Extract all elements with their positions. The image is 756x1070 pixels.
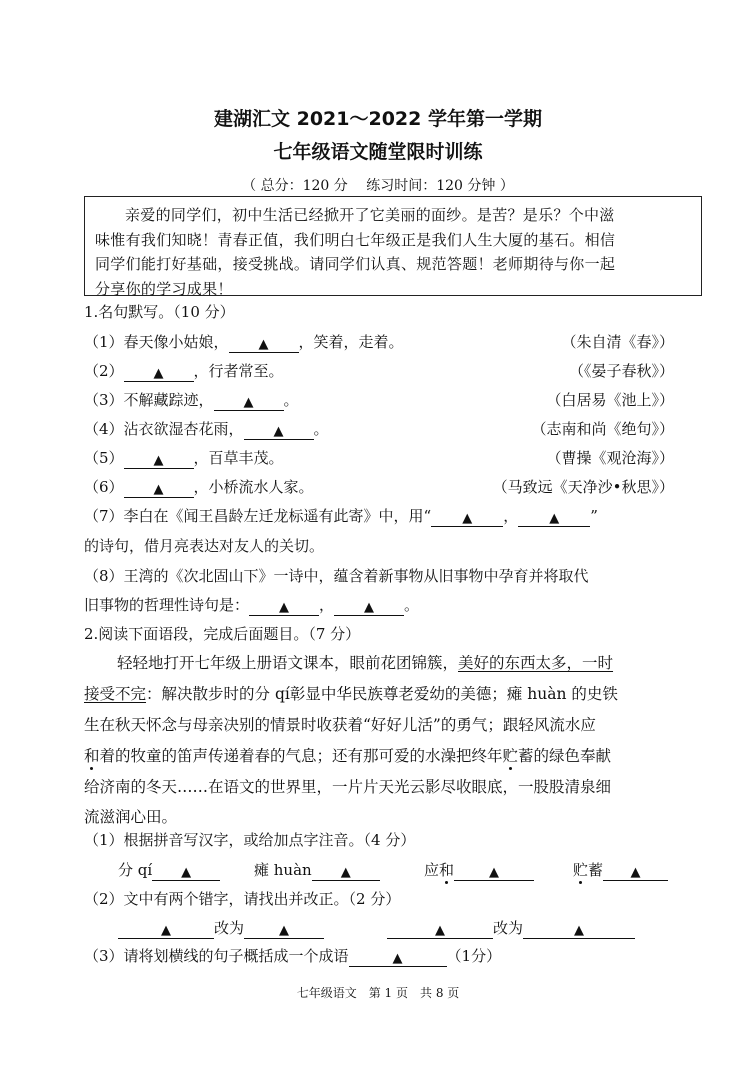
triangle-icon: ▲ — [181, 865, 192, 880]
question-1-item — [84, 476, 314, 498]
item-text: ，行者常至。 — [193, 362, 284, 380]
triangle-icon: ▲ — [630, 865, 641, 880]
question-1-item — [84, 447, 284, 469]
subquestion-2: （2）文中有两个错字，请找出并改正。（2 分） — [84, 890, 401, 908]
intro-line: 味惟有我们知晓！青春正值，我们明白七年级正是我们人生大厦的基石。相信 — [95, 230, 616, 249]
passage-line — [117, 652, 613, 675]
item-text: 瘫 huàn — [254, 861, 312, 879]
pinyin-item — [573, 859, 668, 881]
source-citation: （志南和尚《绝句》） — [531, 420, 674, 438]
question-1-item — [84, 389, 299, 411]
answer-blank[interactable] — [349, 948, 447, 967]
triangle-icon: ▲ — [279, 600, 290, 615]
intro-box — [84, 196, 702, 296]
answer-blank[interactable] — [124, 363, 194, 382]
answer-blank[interactable] — [603, 862, 668, 881]
item-text: 改为 — [214, 919, 245, 937]
correction-pair — [118, 917, 324, 939]
answer-blank[interactable] — [431, 508, 503, 527]
triangle-icon: ▲ — [243, 395, 254, 410]
passage-line — [84, 745, 611, 768]
question-1-item — [84, 505, 598, 527]
triangle-icon: ▲ — [153, 482, 164, 497]
triangle-icon: ▲ — [340, 865, 351, 880]
triangle-icon: ▲ — [153, 366, 164, 381]
answer-blank[interactable] — [214, 392, 284, 411]
item-text: 分 qí — [118, 861, 153, 879]
intro-line: 亲爱的同学们，初中生活已经掀开了它美丽的面纱。是苦？是乐？个中滋 — [125, 206, 615, 224]
correction-pair — [387, 917, 635, 939]
dotted-character: 和 — [84, 747, 100, 765]
item-text: ，小桥流水人家。 — [193, 478, 314, 496]
question-1-item — [84, 360, 284, 382]
item-text: （5） — [84, 449, 124, 467]
item-text: （1分） — [446, 947, 502, 965]
dotted-character: 贮 — [502, 747, 519, 765]
item-text: ， — [319, 596, 335, 614]
item-text: ，百草丰茂。 — [193, 449, 284, 467]
pinyin-item — [254, 859, 380, 881]
triangle-icon: ▲ — [153, 453, 164, 468]
underlined-sentence: 接受不完 — [84, 685, 147, 703]
item-text: 改为 — [493, 919, 524, 937]
item-text: ，笑着，走着。 — [298, 333, 404, 351]
item-text: （3）不解藏踪迹， — [84, 391, 214, 409]
answer-blank[interactable] — [124, 479, 194, 498]
item-text: （6） — [84, 478, 124, 496]
question-1-title: 1.名句默写。（10 分） — [84, 303, 235, 321]
passage-text: 轻轻地打开七年级上册语文课本，眼前花团锦簇， — [117, 654, 459, 672]
passage-line: 流滋润心田。 — [84, 808, 178, 826]
dotted-character: 和 — [439, 861, 455, 879]
answer-blank[interactable] — [244, 920, 324, 939]
source-citation: （马致远《天净沙•秋思》） — [492, 478, 674, 496]
source-citation: （曹操《观沧海》） — [546, 449, 674, 467]
triangle-icon: ▲ — [462, 511, 473, 526]
triangle-icon: ▲ — [258, 337, 269, 352]
item-text: 应 — [424, 861, 440, 879]
item-text: 蓄 — [588, 861, 604, 879]
triangle-icon: ▲ — [574, 923, 585, 938]
item-text: ” — [590, 507, 598, 525]
item-text: 旧事物的哲理性诗句是： — [84, 596, 250, 614]
item-text: 。 — [313, 420, 329, 438]
subquestion-1: （1）根据拼音写汉字，或给加点字注音。（4 分） — [84, 831, 416, 849]
pinyin-item — [424, 859, 534, 881]
triangle-icon: ▲ — [549, 511, 560, 526]
answer-blank[interactable] — [454, 862, 534, 881]
underlined-sentence: 美好的东西太多，一时 — [458, 654, 614, 672]
question-1-item — [84, 418, 329, 440]
intro-line: 同学们能打好基础，接受挑战。请同学们认真、规范答题！老师期待与你一起 — [95, 255, 616, 273]
exam-meta: （ 总分：120 分 练习时间：120 分钟 ） — [242, 178, 514, 194]
item-text: 。 — [283, 391, 299, 409]
item-text: （3）请将划横线的句子概括成一个成语 — [84, 947, 349, 965]
answer-blank[interactable] — [118, 920, 214, 939]
triangle-icon: ▲ — [392, 951, 403, 966]
answer-blank[interactable] — [523, 920, 635, 939]
pinyin-item — [118, 859, 220, 881]
triangle-icon: ▲ — [161, 923, 171, 938]
answer-blank[interactable] — [334, 597, 404, 616]
answer-blank[interactable] — [244, 421, 314, 440]
answer-blank[interactable] — [124, 450, 194, 469]
triangle-icon: ▲ — [435, 923, 445, 938]
exam-subtitle: 七年级语文随堂限时训练 — [273, 141, 483, 163]
item-text: 。 — [404, 596, 420, 614]
question-1-item-cont — [84, 594, 419, 616]
exam-title: 建湖汇文 2021～2022 学年第一学期 — [214, 108, 542, 130]
triangle-icon: ▲ — [489, 865, 500, 880]
answer-blank[interactable] — [249, 597, 319, 616]
question-2-title: 2.阅读下面语段，完成后面题目。（7 分） — [84, 625, 361, 643]
passage-line: 给济南的冬天……在语文的世界里，一片片天光云影尽收眼底，一股股清泉细 — [84, 778, 612, 796]
passage-text: 蓄的绿色奉献 — [518, 747, 612, 765]
passage-line — [84, 683, 618, 706]
item-text: ， — [503, 507, 519, 525]
question-1-item — [84, 331, 404, 353]
triangle-icon: ▲ — [364, 600, 375, 615]
answer-blank[interactable] — [387, 920, 493, 939]
question-1-item: （8）王湾的《次北固山下》一诗中，蕴含着新事物从旧事物中孕育并将取代 — [84, 567, 589, 585]
source-citation: （《晏子春秋》） — [568, 362, 674, 380]
question-1-item-cont: 的诗句，借月亮表达对友人的关切。 — [84, 537, 325, 555]
item-text: （2） — [84, 362, 124, 380]
answer-blank[interactable] — [229, 334, 299, 353]
answer-blank[interactable] — [312, 862, 380, 881]
dotted-character: 贮 — [573, 861, 589, 879]
answer-blank[interactable] — [152, 862, 220, 881]
answer-blank[interactable] — [518, 508, 590, 527]
page-footer: 七年级语文 第 1 页 共 8 页 — [296, 986, 460, 1000]
intro-line: 分享你的学习成果！ — [95, 279, 233, 298]
source-citation: （白居易《池上》） — [546, 391, 674, 409]
item-text: （1）春天像小姑娘， — [84, 333, 229, 351]
passage-text: 着的牧童的笛声传递着春的气息；还有那可爱的水澡把终年 — [99, 747, 503, 765]
subquestion-3 — [84, 945, 501, 967]
triangle-icon: ▲ — [279, 923, 290, 938]
item-text: （4）沾衣欲湿杏花雨， — [84, 420, 244, 438]
passage-line: 生在秋天怀念与母亲决别的情景时收获着“好好儿活”的勇气；跟轻风流水应 — [84, 716, 596, 734]
triangle-icon: ▲ — [273, 424, 284, 439]
passage-text: ：解决散步时的分 qí彰显中华民族尊老爱幼的美德；瘫 huàn 的史铁 — [146, 685, 618, 703]
item-text: （7）李白在《闻王昌龄左迁龙标遥有此寄》中，用“ — [84, 507, 432, 525]
source-citation: （朱自清《春》） — [561, 333, 674, 351]
